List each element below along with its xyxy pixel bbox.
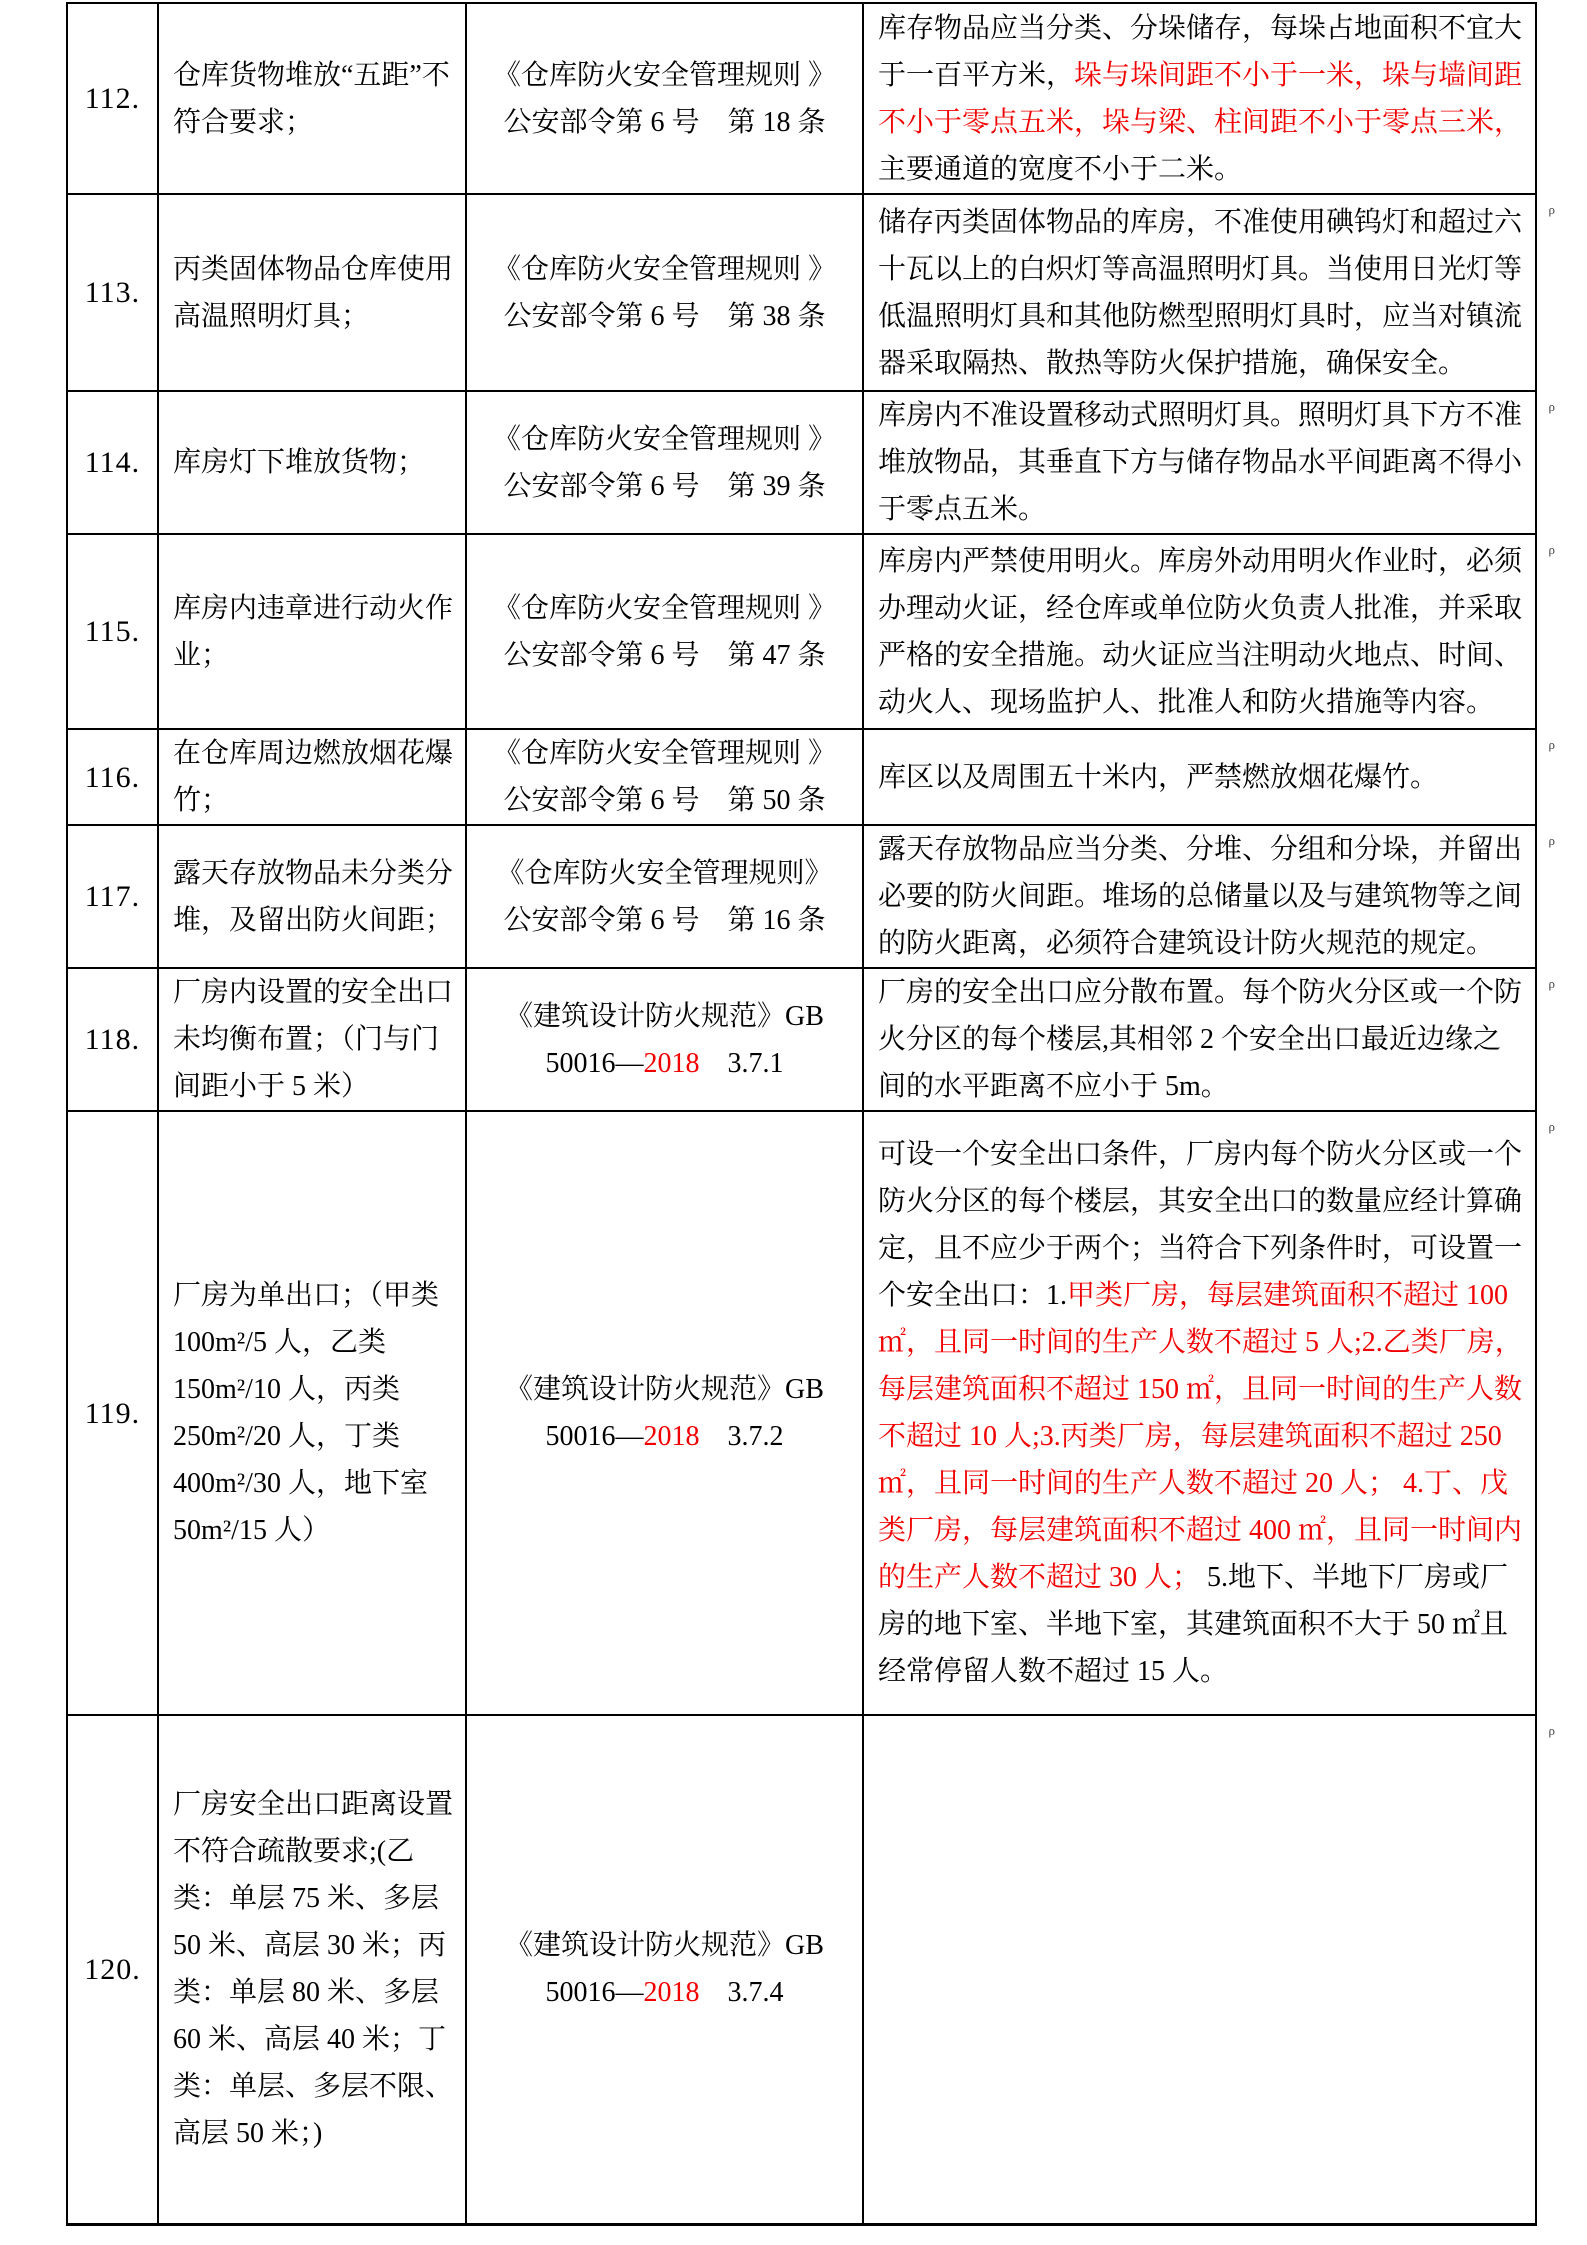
red-text-segment: 2018	[643, 1047, 700, 1079]
paragraph-mark-icon: ρ	[1548, 1119, 1555, 1134]
basis-cell	[466, 1111, 863, 1715]
text-segment: 厂房内设置的安全出口未均衡布置；（门与门间距小于 5 米）	[173, 977, 454, 1102]
paragraph-mark-icon: ρ	[1548, 976, 1555, 991]
requirement-cell	[863, 534, 1555, 729]
requirement-cell	[863, 1715, 1555, 2224]
text-segment: 厂房的安全出口应分散布置。每个防火分区或一个防火分区的每个楼层,其相邻 2 个安全出口最近边缘之间的水平距离不应小于 5m。	[878, 977, 1523, 1102]
basis-cell	[466, 1715, 863, 2224]
basis-line	[473, 99, 856, 146]
basis-line	[473, 585, 856, 632]
basis-line	[473, 52, 856, 99]
text-segment: 3.7.1	[699, 1047, 784, 1079]
violation-cell	[158, 968, 466, 1111]
violation-cell	[158, 194, 466, 391]
requirement-cell	[863, 1111, 1555, 1715]
requirement-cell	[863, 729, 1555, 825]
paragraph-mark-icon: ρ	[1548, 833, 1555, 848]
table-row	[67, 729, 1536, 825]
text-segment: 3.7.4	[699, 1977, 784, 2009]
text-segment: 《建筑设计防火规范》GB	[505, 1930, 824, 1962]
text-segment: 主要通道的宽度不小于二米。	[878, 153, 1243, 185]
text-segment: 公安部令第 6 号 第 16 条	[503, 904, 826, 936]
basis-cell	[466, 194, 863, 391]
requirement-cell	[863, 968, 1555, 1111]
requirement-cell	[863, 3, 1536, 194]
basis-line	[473, 632, 856, 679]
text-segment: 储存丙类固体物品的库房，不准使用碘钨灯和超过六十瓦以上的白炽灯等高温照明灯具。当使用日光灯等低温照明灯具和其他防燃型照明灯具时，应当对镇流器采取隔热、散热等防火保护措施，确保安全。	[878, 206, 1523, 379]
text-segment: 《仓库防火安全管理规则 》	[492, 738, 836, 769]
paragraph-mark-icon: ρ	[1548, 737, 1555, 752]
basis-line	[473, 246, 856, 293]
table-row	[67, 1111, 1536, 1715]
paragraph-mark-icon: ρ	[1548, 542, 1555, 557]
text-segment: 50016—	[545, 1977, 644, 2009]
basis-cell	[466, 825, 863, 968]
red-text-segment: 2018	[643, 1421, 700, 1452]
basis-line	[473, 777, 856, 824]
regulations-table	[66, 2, 1555, 2226]
text-segment: 《仓库防火安全管理规则 》	[492, 592, 836, 624]
text-segment: 丙类固体物品仓库使用高温照明灯具；	[173, 253, 454, 332]
basis-cell	[466, 391, 863, 534]
violation-cell	[158, 1111, 466, 1715]
text-segment: 库房内违章进行动火作业；	[173, 592, 454, 671]
violation-cell	[158, 391, 466, 534]
basis-line	[473, 1040, 856, 1087]
table-row	[67, 825, 1536, 968]
violation-cell	[158, 3, 466, 194]
serial-cell: 114.	[67, 391, 158, 534]
text-segment: 库房灯下堆放货物；	[173, 447, 426, 478]
requirement-cell	[863, 194, 1555, 391]
requirement-cell	[863, 825, 1555, 968]
text-segment: 公安部令第 6 号 第 18 条	[503, 106, 826, 138]
basis-cell	[466, 534, 863, 729]
table-row	[67, 3, 1536, 194]
violation-cell	[158, 534, 466, 729]
violation-cell	[158, 1715, 466, 2224]
basis-line	[473, 1922, 856, 1969]
basis-line	[473, 293, 856, 340]
violation-cell	[158, 825, 466, 968]
basis-line	[473, 463, 856, 510]
text-segment: 库区以及周围五十米内，严禁燃放烟花爆竹。	[878, 761, 1439, 793]
serial-cell: 119.	[67, 1111, 158, 1715]
text-segment: 库房内严禁使用明火。库房外动用明火作业时，必须办理动火证，经仓库或单位防火负责人批准，并采取严格的安全措施。动火证应当注明动火地点、时间、动火人、现场监护人、批准人和防火措施等内容。	[878, 545, 1523, 718]
text-segment: 《仓库防火安全管理规则》	[496, 857, 833, 889]
text-segment: 仓库货物堆放“五距”不符合要求；	[173, 59, 450, 138]
text-segment: 公安部令第 6 号 第 39 条	[503, 470, 826, 502]
text-segment: 公安部令第 6 号 第 50 条	[503, 785, 826, 816]
violation-cell	[158, 729, 466, 825]
serial-cell: 116.	[67, 729, 158, 825]
basis-line	[473, 850, 856, 897]
text-segment: 厂房为单出口；（甲类 100m²/5 人，乙类 150m²/10 人，丙类 250m²/20 人，丁类 400m²/30 人，地下室 50m²/15 人）	[173, 1280, 440, 1546]
text-segment: 《仓库防火安全管理规则 》	[492, 423, 836, 455]
paragraph-mark-icon: ρ	[1548, 1723, 1555, 1738]
table-row	[67, 1715, 1536, 2224]
text-segment: 库存物品应当分类、分垛储存，每垛占地面积不宜大于一百平方米，	[878, 12, 1523, 91]
serial-cell: 117.	[67, 825, 158, 968]
serial-cell: 118.	[67, 968, 158, 1111]
basis-line	[473, 897, 856, 944]
paragraph-mark-icon: ρ	[1548, 202, 1555, 217]
paragraph-mark-icon: ρ	[1548, 399, 1555, 414]
text-segment: 露天存放物品应当分类、分堆、分组和分垛，并留出必要的防火间距。堆场的总储量以及与建筑物等之间的防火距离，必须符合建筑设计防火规范的规定。	[878, 834, 1523, 959]
table-row	[67, 968, 1536, 1111]
text-segment: 3.7.2	[699, 1421, 784, 1452]
serial-cell: 113.	[67, 194, 158, 391]
serial-cell: 120.	[67, 1715, 158, 2224]
text-segment: 《建筑设计防火规范》GB	[505, 1374, 824, 1405]
text-segment: 50016—	[545, 1421, 644, 1452]
basis-line	[473, 416, 856, 463]
basis-line	[473, 1413, 856, 1460]
basis-line	[473, 730, 856, 777]
basis-cell	[466, 729, 863, 825]
basis-line	[473, 1969, 856, 2016]
text-segment: 厂房安全出口距离设置不符合疏散要求;(乙类：单层 75 米、多层 50 米、高层 30 米；丙类：单层 80 米、多层 60 米、高层 40 米；丁类：单层、多层不限、高层 50 米；)	[173, 1789, 454, 2150]
text-segment: 公安部令第 6 号 第 38 条	[503, 300, 826, 332]
table-row	[67, 194, 1536, 391]
text-segment: 《仓库防火安全管理规则 》	[492, 253, 836, 285]
basis-cell	[466, 968, 863, 1111]
table-row	[67, 391, 1536, 534]
requirement-cell	[863, 391, 1555, 534]
basis-line	[473, 993, 856, 1040]
regulations-table-body	[67, 3, 1555, 2224]
red-text-segment: 垛与垛间距不小于一米，垛与墙间距不小于零点五米，垛与梁、柱间距不小于零点三米，	[878, 59, 1523, 138]
text-segment: 露天存放物品未分类分堆，及留出防火间距；	[173, 857, 454, 936]
table-row	[67, 534, 1536, 729]
text-segment: 可设一个安全出口条件，厂房内每个防火分区或一个防火分区的每个楼层，其安全出口的数量应经计算确定，且不应少于两个；当符合下列条件时，可设置一个安全出口：1.	[878, 1139, 1523, 1311]
basis-line	[473, 1366, 856, 1413]
text-segment: 库房内不准设置移动式照明灯具。照明灯具下方不准堆放物品，其垂直下方与储存物品水平间距离不得小于零点五米。	[878, 400, 1523, 525]
text-segment: 在仓库周边燃放烟花爆竹；	[173, 738, 454, 816]
basis-cell	[466, 3, 863, 194]
text-segment: 公安部令第 6 号 第 47 条	[503, 639, 826, 671]
serial-cell: 112.	[67, 3, 158, 194]
serial-cell: 115.	[67, 534, 158, 729]
red-text-segment: 甲类厂房，每层建筑面积不超过 100 ㎡，且同一时间的生产人数不超过 5 人;2.乙类厂房，每层建筑面积不超过 150 ㎡，且同一时间的生产人数不超过 10 人;3.丙类厂房，每层建筑面积不超过 250 ㎡，且同一时间的生产人数不超过 20 人； 4.丁、戊类厂房，每层建筑面积不超过 400 ㎡，且同一时间内的生产人数不超过 30 人；	[878, 1280, 1523, 1593]
text-segment: 5.地下、半地下厂房或厂房的地下室、半地下室，其建筑面积不大于 50 ㎡且经常停留人数不超过 15 人。	[878, 1562, 1509, 1687]
text-segment: 《仓库防火安全管理规则 》	[492, 59, 836, 91]
text-segment: 《建筑设计防火规范》GB	[505, 1000, 824, 1032]
text-segment: 50016—	[545, 1047, 644, 1079]
red-text-segment: 2018	[643, 1977, 700, 2009]
